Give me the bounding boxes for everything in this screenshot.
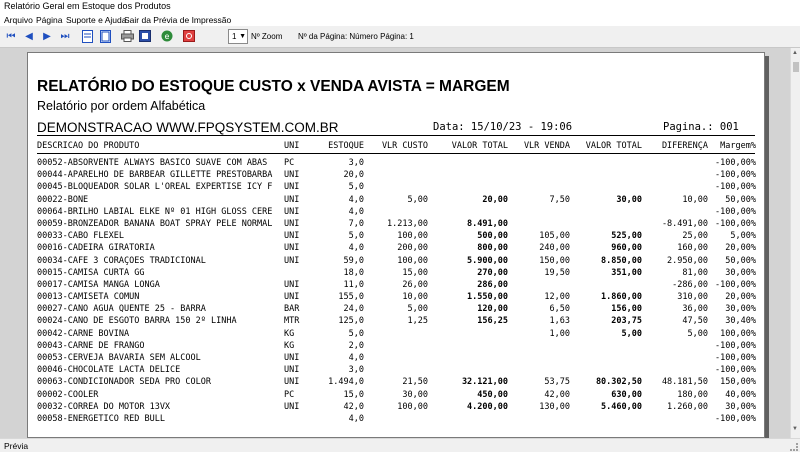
cell-descricao: 00044-APARELHO DE BARBEAR GILLETTE PRESTOBARBA <box>37 170 273 181</box>
print-icon[interactable] <box>120 29 134 43</box>
cell-vlr-custo: 10,00 <box>402 292 428 303</box>
zoom-value: 1 <box>232 32 237 41</box>
cell-descricao: 00059-BRONZEADOR BANANA BOAT SPRAY PELE NORMAL <box>37 218 273 229</box>
cell-descricao: 00063-CONDICIONADOR SEDA PRO COLOR <box>37 377 211 388</box>
cell-vlr-custo: 30,00 <box>402 389 428 400</box>
setup-icon[interactable] <box>138 29 152 43</box>
cell-margem: -100,00% <box>715 170 756 181</box>
cell-valor-total-custo: 4.200,00 <box>467 401 508 412</box>
col-valor-total-venda: VALOR TOTAL <box>585 141 642 151</box>
cell-estoque: 125,0 <box>338 316 364 327</box>
cell-diferenca: -8.491,00 <box>661 218 708 229</box>
cell-uni: UNI <box>284 194 300 205</box>
cell-descricao: 00016-CADEIRA GIRATORIA <box>37 243 155 254</box>
menu-pagina[interactable]: Página <box>36 15 63 25</box>
cell-descricao: 00053-CERVEJA BAVARIA SEM ÁLCOOL <box>37 353 201 363</box>
report-subtitle: Relatório por ordem Alfabética <box>37 99 206 113</box>
cell-valor-total-venda: 8.850,00 <box>601 255 642 266</box>
cell-uni: PC <box>284 389 295 400</box>
table-row <box>28 329 766 341</box>
vertical-scrollbar[interactable] <box>790 48 800 438</box>
status-bar <box>0 438 800 452</box>
cell-margem: -100,00% <box>715 413 756 424</box>
table-row <box>28 353 766 365</box>
resize-grip-icon[interactable] <box>790 443 798 451</box>
cell-margem: 20,00% <box>725 243 756 254</box>
cell-vlr-custo: 1.213,00 <box>387 218 428 229</box>
toolbar <box>0 26 800 48</box>
cell-vlr-custo: 15,00 <box>402 267 428 278</box>
cell-estoque: 1.494,0 <box>328 377 364 388</box>
preview-area[interactable] <box>0 48 790 438</box>
cell-valor-total-venda: 630,00 <box>611 389 642 400</box>
cell-descricao: 00034-CAFE 3 CORAÇÕES TRADICIONAL <box>37 255 206 266</box>
cell-vlr-custo: 100,00 <box>397 401 428 412</box>
cell-vlr-custo: 5,00 <box>407 194 428 205</box>
cell-valor-total-custo: 1.550,00 <box>467 292 508 303</box>
scroll-thumb[interactable] <box>793 62 799 72</box>
cell-estoque: 5,0 <box>348 231 364 242</box>
cell-valor-total-venda: 960,00 <box>611 243 642 254</box>
cell-margem: -100,00% <box>715 353 756 363</box>
col-estoque: ESTOQUE <box>328 141 364 151</box>
cell-estoque: 4,0 <box>348 413 364 424</box>
cell-vlr-custo: 1,25 <box>407 316 428 327</box>
cell-margem: 30,00% <box>725 401 756 412</box>
cell-vlr-venda: 42,00 <box>544 389 570 400</box>
cell-margem: -100,00% <box>715 206 756 217</box>
menu-arquivo[interactable]: Arquivo <box>4 15 33 25</box>
cell-estoque: 24,0 <box>343 304 364 315</box>
close-preview-icon[interactable] <box>182 29 196 43</box>
cell-valor-total-venda: 1.860,00 <box>601 292 642 303</box>
cell-estoque: 4,0 <box>348 194 364 205</box>
cell-vlr-venda: 150,00 <box>539 255 570 266</box>
cell-descricao: 00013-CAMISETA COMUN <box>37 292 140 303</box>
cell-valor-total-venda: 203,75 <box>611 316 642 327</box>
cell-diferenca: -286,00 <box>672 279 708 290</box>
report-title: RELATÓRIO DO ESTOQUE CUSTO x VENDA AVISTA = MARGEM <box>37 78 510 95</box>
first-page-icon[interactable]: ⏮ <box>6 30 16 42</box>
cell-valor-total-custo: 450,00 <box>477 389 508 400</box>
cell-vlr-custo: 100,00 <box>397 231 428 242</box>
cell-diferenca: 5,00 <box>687 328 708 339</box>
cell-margem: -100,00% <box>715 158 756 168</box>
cell-descricao: 00052-ABSORVENTE ALWAYS BÁSICO SUAVE COM ABAS <box>37 158 268 168</box>
cell-vlr-custo: 5,00 <box>407 304 428 315</box>
table-row <box>28 256 766 268</box>
cell-uni: UNI <box>284 353 300 363</box>
cell-margem: 30,00% <box>725 304 756 315</box>
table-row <box>28 195 766 207</box>
cell-diferenca: 1.260,00 <box>667 401 708 412</box>
cell-valor-total-venda: 80.302,50 <box>595 377 642 388</box>
cell-valor-total-venda: 525,00 <box>611 231 642 242</box>
cell-descricao: 00017-CAMISA MANGA LONGA <box>37 279 160 290</box>
window-title: Relatório Geral em Estoque dos Produtos <box>4 1 171 11</box>
cell-valor-total-venda: 351,00 <box>611 267 642 278</box>
cell-valor-total-custo: 20,00 <box>482 194 508 205</box>
cell-descricao: 00045-BLOQUEADOR SOLAR L'ORÉAL EXPERTISE ICY F <box>37 182 273 193</box>
cell-descricao: 00027-CANO AGUA QUENTE 25 - BARRA <box>37 304 206 315</box>
col-uni: UNI <box>284 141 300 151</box>
col-descricao: DESCRICAO DO PRODUTO <box>37 141 140 151</box>
cell-estoque: 15,0 <box>343 389 364 400</box>
cell-diferenca: 160,00 <box>677 243 708 254</box>
col-valor-total-custo: VALOR TOTAL <box>451 141 508 151</box>
cell-descricao: 00032-CORREA DO MOTOR 13VX <box>37 401 171 412</box>
cell-descricao: 00043-CARNE DE FRANGO <box>37 340 145 351</box>
cell-uni: UNI <box>284 365 300 376</box>
cell-margem: 30,00% <box>725 267 756 278</box>
prev-page-icon[interactable]: ◀ <box>25 30 33 42</box>
table-row <box>28 304 766 316</box>
cell-estoque: 3,0 <box>348 158 364 168</box>
cell-estoque: 7,0 <box>348 218 364 229</box>
table-row <box>28 377 766 389</box>
menu-bar <box>0 14 800 26</box>
cell-estoque: 4,0 <box>348 243 364 254</box>
cell-estoque: 2,0 <box>348 340 364 351</box>
table-row <box>28 292 766 304</box>
header-divider <box>37 135 755 136</box>
cell-vlr-venda: 6,50 <box>549 304 570 315</box>
cell-valor-total-custo: 32.121,00 <box>461 377 508 388</box>
cell-uni: UNI <box>284 292 300 303</box>
status-text: Prévia <box>4 441 29 451</box>
report-date: Data: 15/10/23 - 19:06 <box>433 121 573 133</box>
cell-margem: 20,00% <box>725 292 756 303</box>
cell-vlr-venda: 240,00 <box>539 243 570 254</box>
cell-diferenca: 180,00 <box>677 389 708 400</box>
cell-uni: BAR <box>284 304 300 315</box>
title-bar <box>0 0 800 14</box>
col-vlr-venda: VLR VENDA <box>523 141 570 151</box>
cell-margem: -100,00% <box>715 182 756 193</box>
cell-descricao: 00024-CANO DE ESGOTO BARRA 150 2º LINHA <box>37 316 237 327</box>
cell-valor-total-venda: 156,00 <box>611 304 642 315</box>
cell-valor-total-custo: 156,25 <box>477 316 508 327</box>
cell-uni: KG <box>284 328 295 339</box>
cell-uni: UNI <box>284 377 300 388</box>
cell-vlr-venda: 19,50 <box>544 267 570 278</box>
cell-estoque: 155,0 <box>338 292 364 303</box>
cell-estoque: 5,0 <box>348 182 364 193</box>
table-row <box>28 231 766 243</box>
scroll-up-icon[interactable]: ▲ <box>792 50 798 56</box>
cell-diferenca: 36,00 <box>682 304 708 315</box>
table-body <box>28 158 766 426</box>
cell-valor-total-custo: 286,00 <box>477 279 508 290</box>
col-diferenca: DIFERENÇA <box>661 141 708 151</box>
report-company: DEMONSTRACAO WWW.FPQSYSTEM.COM.BR <box>37 120 339 135</box>
cell-estoque: 5,0 <box>348 328 364 339</box>
scroll-down-icon[interactable]: ▼ <box>792 426 798 432</box>
cell-descricao: 00042-CARNE BOVINA <box>37 328 130 339</box>
full-page-icon[interactable] <box>98 29 112 43</box>
cell-margem: -100,00% <box>715 365 756 376</box>
cell-margem: 50,00% <box>725 194 756 205</box>
cell-margem: 40,00% <box>725 389 756 400</box>
cell-estoque: 4,0 <box>348 353 364 363</box>
cell-uni: PC <box>284 158 295 168</box>
cell-vlr-venda: 130,00 <box>539 401 570 412</box>
cell-diferenca: 310,00 <box>677 292 708 303</box>
report-page <box>27 52 765 438</box>
col-margem: Margem% <box>720 141 756 151</box>
cell-valor-total-venda: 5,00 <box>621 328 642 339</box>
cell-vlr-custo: 100,00 <box>397 255 428 266</box>
menu-suporte[interactable]: Suporte e Ajuda <box>66 15 127 25</box>
cell-uni: UNI <box>284 255 300 266</box>
cell-valor-total-custo: 120,00 <box>477 304 508 315</box>
cell-uni: UNI <box>284 182 300 193</box>
cell-descricao: 00058-ENERGÉTICO RED BULL <box>37 413 165 424</box>
cell-uni: UNI <box>284 170 300 181</box>
cell-estoque: 18,0 <box>343 267 364 278</box>
table-row <box>28 402 766 414</box>
cell-descricao: 00015-CAMISA CURTA GG <box>37 267 145 278</box>
cell-vlr-venda: 7,50 <box>549 194 570 205</box>
cell-vlr-venda: 12,00 <box>544 292 570 303</box>
zoom-label: Nº Zoom <box>251 32 283 41</box>
cell-margem: -100,00% <box>715 279 756 290</box>
cell-diferenca: 81,00 <box>682 267 708 278</box>
cell-vlr-custo: 200,00 <box>397 243 428 254</box>
cell-margem: -100,00% <box>715 218 756 229</box>
cell-diferenca: 10,00 <box>682 194 708 205</box>
cell-vlr-venda: 1,00 <box>549 328 570 339</box>
cell-estoque: 3,0 <box>348 365 364 376</box>
cell-margem: 150,00% <box>720 377 756 388</box>
table-row <box>28 158 766 170</box>
table-row <box>28 170 766 182</box>
cell-valor-total-venda: 5.460,00 <box>601 401 642 412</box>
last-page-icon[interactable]: ⏭ <box>60 30 70 42</box>
chevron-down-icon: ▼ <box>239 33 246 40</box>
cell-descricao: 00064-BRILHO LABIAL ELKE Nº 01 HIGH GLOSS CERE <box>37 206 273 217</box>
cell-valor-total-custo: 270,00 <box>477 267 508 278</box>
table-row <box>28 182 766 194</box>
cell-valor-total-custo: 8.491,00 <box>467 218 508 229</box>
cell-uni: UNI <box>284 279 300 290</box>
table-row <box>28 316 766 328</box>
cell-uni: UNI <box>284 231 300 242</box>
cell-diferenca: 48.181,50 <box>661 377 708 388</box>
cell-margem: 5,00% <box>730 231 756 242</box>
cell-margem: 30,40% <box>725 316 756 327</box>
cell-valor-total-custo: 500,00 <box>477 231 508 242</box>
cell-margem: 100,00% <box>720 328 756 339</box>
cell-diferenca: 2.950,00 <box>667 255 708 266</box>
table-row <box>28 268 766 280</box>
next-page-icon[interactable]: ▶ <box>43 30 51 42</box>
cell-uni: UNI <box>284 206 300 217</box>
table-header-divider <box>37 153 755 154</box>
cell-valor-total-custo: 5.900,00 <box>467 255 508 266</box>
cell-margem: -100,00% <box>715 340 756 351</box>
table-row <box>28 280 766 292</box>
table-row <box>28 414 766 426</box>
cell-uni: UNI <box>284 218 300 229</box>
cell-vlr-custo: 21,50 <box>402 377 428 388</box>
cell-descricao: 00046-CHOCOLATE LACTA DELICE <box>37 365 181 376</box>
table-row <box>28 341 766 353</box>
zoom-select[interactable] <box>228 29 248 44</box>
cell-margem: 50,00% <box>725 255 756 266</box>
cell-estoque: 42,0 <box>343 401 364 412</box>
cell-estoque: 11,0 <box>343 279 364 290</box>
cell-descricao: 00022-BONE <box>37 194 89 205</box>
svg-text:e: e <box>164 32 170 41</box>
menu-sair-previa[interactable]: Sair da Prévia de Impressão <box>124 15 232 25</box>
cell-vlr-venda: 105,00 <box>539 231 570 242</box>
cell-vlr-venda: 53,75 <box>544 377 570 388</box>
table-row <box>28 365 766 377</box>
page-info: Nº da Página: Número Página: 1 <box>298 32 414 41</box>
table-row <box>28 207 766 219</box>
cell-estoque: 20,0 <box>343 170 364 181</box>
cell-descricao: 00002-COOLER <box>37 389 99 400</box>
report-page-number: Pagina.: 001 <box>663 121 739 133</box>
cell-descricao: 00033-CABO FLEXEL <box>37 231 124 242</box>
table-row <box>28 219 766 231</box>
cell-diferenca: 47,50 <box>682 316 708 327</box>
cell-uni: UNI <box>284 401 300 412</box>
cell-uni: UNI <box>284 243 300 254</box>
export-icon[interactable] <box>160 29 174 43</box>
cell-valor-total-custo: 800,00 <box>477 243 508 254</box>
cell-diferenca: 25,00 <box>682 231 708 242</box>
cell-estoque: 59,0 <box>343 255 364 266</box>
cell-vlr-venda: 1,63 <box>549 316 570 327</box>
table-row <box>28 243 766 255</box>
page-width-icon[interactable] <box>80 29 94 43</box>
cell-estoque: 4,0 <box>348 206 364 217</box>
table-row <box>28 390 766 402</box>
col-vlr-custo: VLR CUSTO <box>381 141 428 151</box>
cell-vlr-custo: 26,00 <box>402 279 428 290</box>
cell-valor-total-venda: 30,00 <box>616 194 642 205</box>
cell-uni: KG <box>284 340 295 351</box>
cell-uni: MTR <box>284 316 300 327</box>
